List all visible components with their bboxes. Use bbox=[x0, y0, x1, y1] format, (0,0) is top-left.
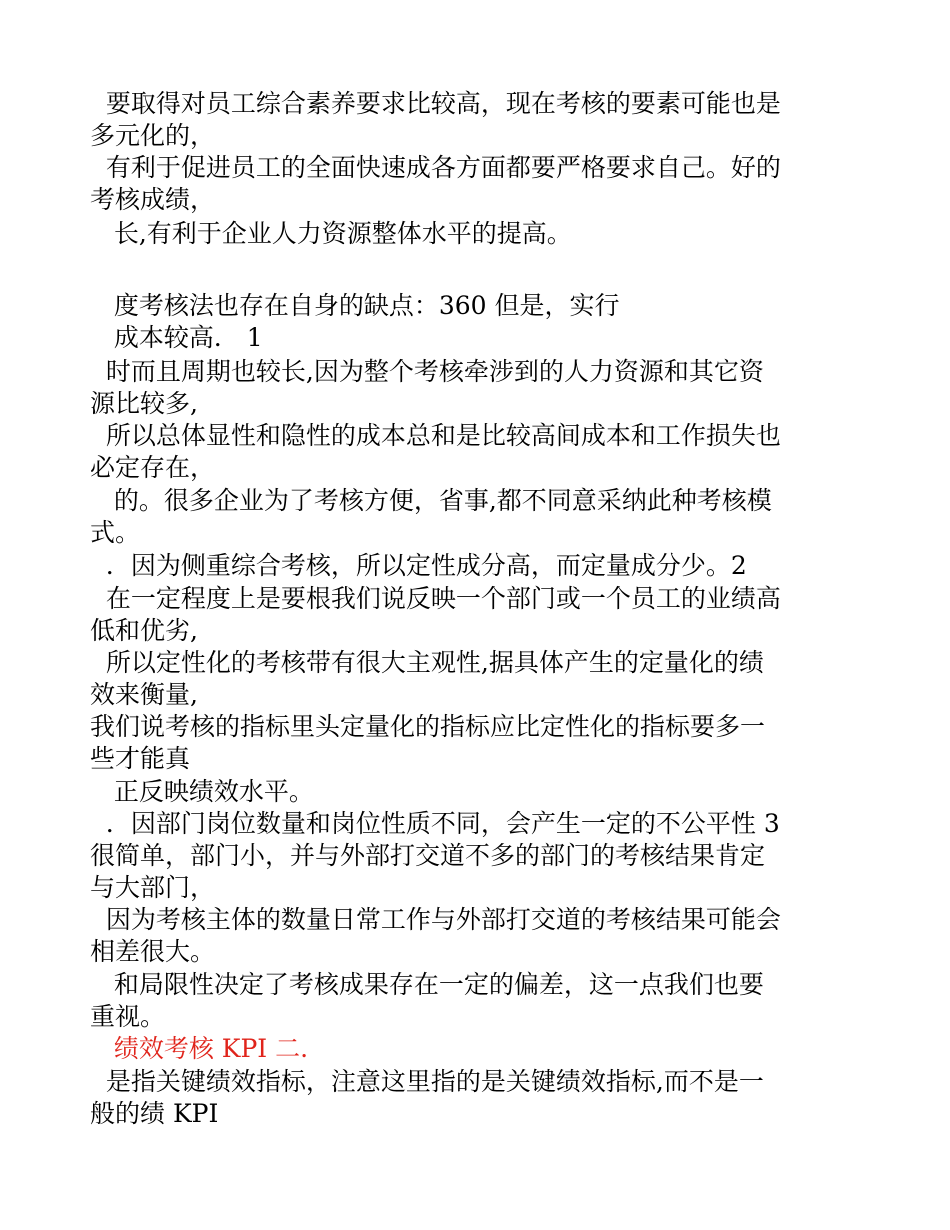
text-line: 度考核法也存在自身的缺点：360 但是，实行 bbox=[90, 291, 620, 320]
text-line: 低和优劣, bbox=[90, 616, 198, 645]
text-line: 因为考核主体的数量日常工作与外部打交道的考核结果可能会 bbox=[90, 905, 781, 934]
text-line: 与大部门， bbox=[90, 873, 216, 902]
section-heading: 绩效考核 KPI 二. bbox=[90, 1034, 309, 1063]
text-line: 成本较高． 1 bbox=[90, 323, 263, 352]
text-line: 效来衡量, bbox=[90, 680, 198, 709]
text-line: 和局限性决定了考核成果存在一定的偏差，这一点我们也要 bbox=[90, 970, 764, 999]
text-line: 时而且周期也较长,因为整个考核牵涉到的人力资源和其它资 bbox=[90, 357, 764, 386]
text-line: 相差很大。 bbox=[90, 937, 216, 966]
text-line: 考核成绩， bbox=[90, 185, 216, 214]
text-line: 的。很多企业为了考核方便，省事,都不同意采纳此种考核模 bbox=[90, 486, 772, 515]
text-line: 有利于促进员工的全面快速成各方面都要严格要求自己。好的 bbox=[90, 153, 781, 182]
text-line: ．因部门岗位数量和岗位性质不同，会产生一定的不公平性 3 bbox=[90, 809, 780, 838]
text-line: 长,有利于企业人力资源整体水平的提高。 bbox=[90, 219, 572, 248]
text-line: 些才能真 bbox=[90, 744, 191, 773]
text-line: 我们说考核的指标里头定量化的指标应比定性化的指标要多一 bbox=[90, 712, 766, 741]
text-line: 必定存在， bbox=[90, 453, 216, 482]
text-line: 要取得对员工综合素养要求比较高，现在考核的要素可能也是 bbox=[90, 89, 781, 118]
text-line: 源比较多, bbox=[90, 389, 198, 418]
text-line: 多元化的， bbox=[90, 121, 216, 150]
text-line: 在一定程度上是要根我们说反映一个部门或一个员工的业绩高 bbox=[90, 584, 781, 613]
text-line: 式。 bbox=[90, 518, 141, 547]
text-line: 很简单，部门小，并与外部打交道不多的部门的考核结果肯定 bbox=[90, 841, 766, 870]
text-line: 正反映绩效水平。 bbox=[90, 777, 314, 806]
text-line: 重视。 bbox=[90, 1002, 166, 1031]
text-line: ．因为侧重综合考核，所以定性成分高，而定量成分少。2 bbox=[90, 551, 747, 580]
text-line: 般的绩 KPI bbox=[90, 1099, 219, 1128]
text-line: 所以总体显性和隐性的成本总和是比较高间成本和工作损失也 bbox=[90, 421, 781, 450]
text-line: 所以定性化的考核带有很大主观性,据具体产生的定量化的绩 bbox=[90, 648, 764, 677]
text-line: 是指关键绩效指标，注意这里指的是关键绩效指标,而不是一 bbox=[90, 1067, 764, 1096]
